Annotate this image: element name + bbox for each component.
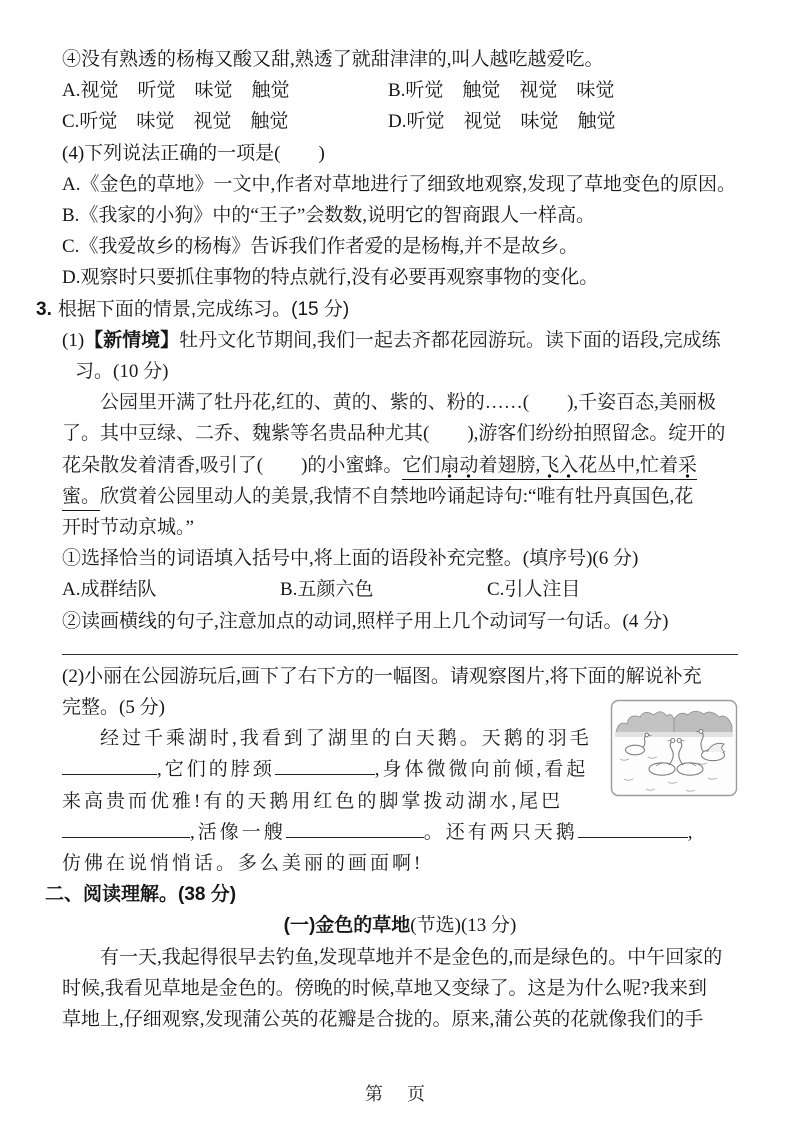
q3-part2-intro: (2)小丽在公园游玩后,画下了右下方的一幅图。请观察图片,将下面的解说补充 (62, 665, 702, 687)
narration-text: 。还有两只天鹅 (423, 821, 578, 843)
passage-line: 了。其中豆绿、二乔、魏紫等名贵品种尤其( ),游客们纷纷拍照留念。绽开的 (62, 423, 726, 445)
dotted-verb: 飞入 (540, 455, 578, 480)
option-c[interactable]: C.《我爱故乡的杨梅》告诉我们作者爱的是杨梅,并不是故乡。 (62, 236, 579, 258)
passage-title-suffix: (节选)(13 分) (410, 915, 517, 937)
underlined-text: 它们 (402, 455, 440, 480)
question3-heading (36, 294, 738, 325)
option-c[interactable]: C.听觉 味觉 视觉 触觉 (62, 111, 289, 133)
narration-text: ,身体微微向前倾,看起 (374, 759, 589, 781)
word-option-c[interactable]: C.引人注目 (487, 579, 581, 601)
part1-prefix: (1) (62, 329, 85, 351)
narration-text: ,它们的脖颈 (157, 759, 275, 781)
reading-para-line: 有一天,我起得很早去钓鱼,发现草地并不是金色的,而是绿色的。中午回家的 (100, 946, 723, 968)
subquestion-2: ②读画横线的句子,注意加点的动词,照样子用上几个动词写一句话。(4 分) (62, 610, 669, 632)
underlined-text: 蜜。 (62, 486, 100, 511)
passage-line-underlined (62, 481, 738, 512)
passage-line-underlined (62, 450, 738, 481)
narration-line: 经过千乘湖时,我看到了湖里的白天鹅。天鹅的羽毛 (100, 728, 592, 750)
dotted-verb: 采 (678, 455, 697, 480)
word-options-row (62, 574, 738, 605)
passage-line: 公园里开满了牡丹花,红的、黄的、紫的、粉的……( ),千姿百态,美丽极 (100, 392, 716, 414)
swan-lake-illustration (610, 699, 738, 797)
question3-number: 3. (36, 298, 52, 320)
dotted-verb: 扇动 (440, 455, 478, 480)
new-context-tag: 【新情境】 (84, 329, 180, 351)
part1-intro-cont: 习。(10 分) (75, 361, 169, 383)
option-b[interactable]: B.《我家的小狗》中的“王子”会数数,说明它的智商跟人一样高。 (62, 205, 596, 227)
q3-part2-intro-cont: 完整。(5 分) (62, 697, 165, 719)
page-footer: 第 页 (365, 1084, 428, 1104)
answer-blank-1[interactable] (62, 755, 157, 775)
narration-text: , (687, 821, 696, 843)
word-option-a[interactable]: A.成群结队 (62, 579, 157, 601)
option-b[interactable]: B.听觉 触觉 视觉 味觉 (388, 80, 615, 102)
narration-line: 来高贵而优雅!有的天鹅用红色的脚掌拨动湖水,尾巴 (62, 790, 564, 812)
narration-text: ,活像一艘 (190, 821, 286, 843)
underlined-text: 花丛中,忙着 (578, 455, 678, 480)
option-d[interactable]: D.观察时只要抓住事物的特点就行,没有必要再观察事物的变化。 (62, 267, 599, 289)
option-a[interactable]: A.《金色的草地》一文中,作者对草地进行了细致地观察,发现了草地变色的原因。 (62, 173, 736, 195)
section2-heading: 二、阅读理解。(38 分) (45, 884, 237, 906)
question-item5-stem: (4)下列说法正确的一项是( ) (62, 142, 325, 164)
option-d[interactable]: D.听觉 视觉 味觉 触觉 (388, 111, 616, 133)
part1-intro-text: 牡丹文化节期间,我们一起去齐都花园游玩。读下面的语段,完成练 (179, 329, 721, 351)
underlined-text: 着翅膀, (478, 455, 540, 480)
passage-line: 开时节动京城。” (62, 517, 194, 539)
item4-options-row1 (62, 75, 738, 106)
narration-line-blanks (62, 817, 738, 848)
passage-text: 花朵散发着清香,吸引了( )的小蜜蜂。 (62, 454, 403, 476)
answer-line[interactable] (62, 654, 738, 655)
subquestion-1: ①选择恰当的词语填入括号中,将上面的语段补充完整。(填序号)(6 分) (62, 548, 639, 570)
answer-blank-2[interactable] (275, 755, 375, 775)
question3-stem: 根据下面的情景,完成练习。(15 分) (57, 298, 350, 320)
word-option-b[interactable]: B.五颜六色 (280, 579, 374, 601)
option-a[interactable]: A.视觉 听觉 味觉 触觉 (62, 80, 290, 102)
answer-blank-5[interactable] (578, 818, 688, 838)
passage-text: 欣赏着公园里动人的美景,我情不自禁地吟诵起诗句:“唯有牡丹真国色,花 (100, 485, 694, 507)
q3-part1-intro (62, 325, 738, 356)
answer-blank-3[interactable] (62, 818, 190, 838)
item4-options-row2 (62, 106, 738, 137)
narration-line: 仿佛在说悄悄话。多么美丽的画面啊! (62, 853, 424, 875)
reading-passage-title (62, 910, 738, 941)
passage-title-main: (一)金色的草地 (283, 915, 411, 937)
reading-para-line: 时候,我看见草地是金色的。傍晚的时候,草地又变绿了。这是为什么呢?我来到 (62, 977, 707, 999)
answer-blank-4[interactable] (286, 818, 424, 838)
reading-para-line: 草地上,仔细观察,发现蒲公英的花瓣是合拢的。原来,蒲公英的花就像我们的手 (62, 1009, 704, 1031)
question-item4-stem: ④没有熟透的杨梅又酸又甜,熟透了就甜津津的,叫人越吃越爱吃。 (62, 49, 604, 70)
worksheet-content (36, 44, 738, 1035)
